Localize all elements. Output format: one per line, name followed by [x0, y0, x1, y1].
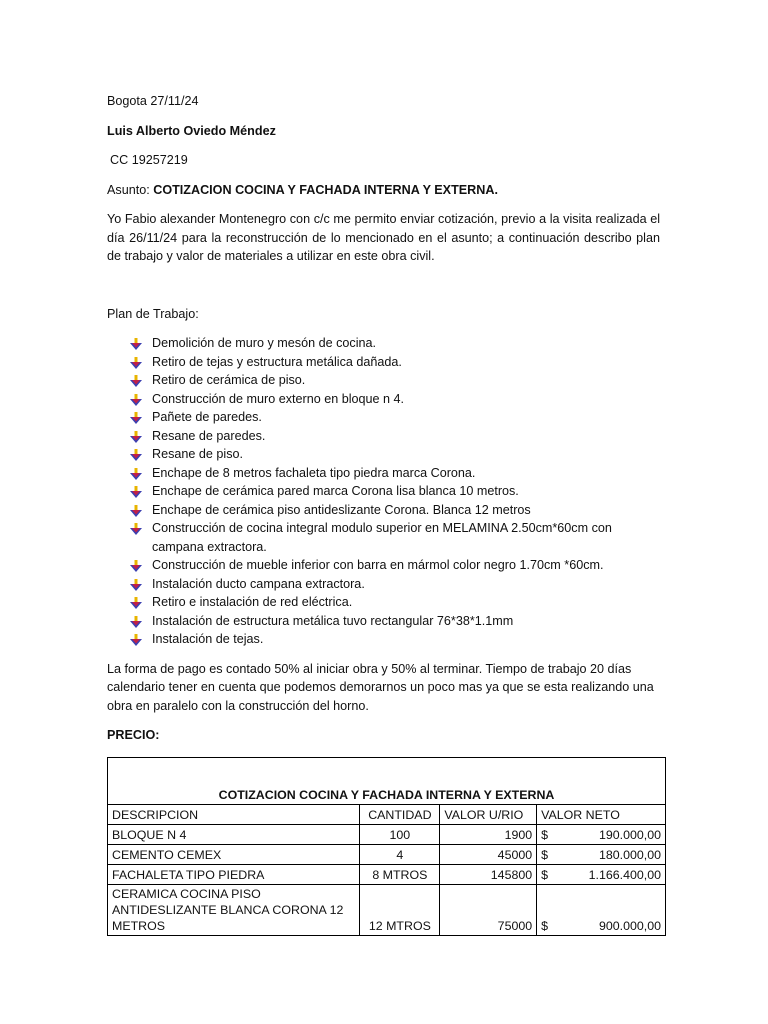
plan-item-text: Resane de piso. [152, 447, 244, 461]
plan-item [107, 593, 660, 612]
cell-net-value [537, 825, 666, 845]
plan-item-text: Instalación de estructura metálica tuvo rectangular 76*38*1.1mm [152, 613, 514, 628]
price-heading: PRECIO: [107, 728, 160, 742]
arrow-down-bullet-icon [130, 468, 142, 480]
plan-item [107, 390, 660, 409]
net-amount: 180.000,00 [598, 847, 661, 862]
plan-item-text: Construcción de cocina integral modulo superior en MELAMINA 2.50cm*60cm con campana extractora. [152, 521, 612, 554]
table-row [108, 885, 666, 936]
arrow-down-bullet-icon [130, 394, 142, 406]
cell-unit-value: 1900 [440, 825, 537, 845]
arrow-down-bullet-icon [130, 486, 142, 498]
plan-item [107, 519, 660, 556]
plan-item-text: Construcción de mueble inferior con barra en mármol color negro 1.70cm *60cm. [152, 558, 604, 572]
work-plan-list [107, 334, 660, 649]
plan-item [107, 556, 660, 575]
arrow-down-bullet-icon [130, 634, 142, 646]
arrow-down-bullet-icon [130, 616, 142, 628]
plan-item-text: Retiro de cerámica de piso. [152, 373, 306, 387]
plan-item [107, 575, 660, 594]
plan-item-text: Pañete de paredes. [152, 410, 262, 424]
plan-item [107, 482, 660, 501]
payment-terms: La forma de pago es contado 50% al iniciar obra y 50% al terminar. Tiempo de trabajo 20 días calendario tener en cuenta que podemos demorarnos un poco mas ya que se esta realizando una obra en paralelo con la construcción del horno. [107, 661, 654, 713]
header-description: DESCRIPCION [108, 805, 360, 825]
net-amount: 900.000,00 [598, 919, 661, 933]
plan-item [107, 334, 660, 353]
recipient-id: CC 19257219 [110, 153, 188, 167]
cell-net-value [537, 865, 666, 885]
plan-item [107, 408, 660, 427]
plan-item-text: Enchape de 8 metros fachaleta tipo piedra marca Corona. [152, 465, 476, 480]
subject-line [107, 181, 660, 200]
cell-description: BLOQUE N 4 [108, 825, 360, 845]
plan-item-text: Construcción de muro externo en bloque n 4. [152, 391, 405, 406]
arrow-down-bullet-icon [130, 431, 142, 443]
cell-description: CERAMICA COCINA PISO ANTIDESLIZANTE BLANCA CORONA 12 METROS [108, 885, 360, 936]
plan-item-text: Enchape de cerámica piso antideslizante Corona. Blanca 12 metros [152, 502, 531, 517]
cell-quantity: 100 [360, 825, 440, 845]
arrow-down-bullet-icon [130, 505, 142, 517]
arrow-down-bullet-icon [130, 375, 142, 387]
arrow-down-bullet-icon [130, 449, 142, 461]
currency-symbol: $ [541, 919, 549, 933]
arrow-down-bullet-icon [130, 357, 142, 369]
table-row [108, 865, 666, 885]
header-quantity: CANTIDAD [360, 805, 440, 825]
net-amount: 1.166.400,00 [588, 867, 661, 882]
plan-item [107, 630, 660, 649]
currency-symbol: $ [541, 827, 549, 842]
plan-item [107, 501, 660, 520]
net-amount: 190.000,00 [598, 827, 661, 842]
cell-quantity: 4 [360, 845, 440, 865]
subject-text: COTIZACION COCINA Y FACHADA INTERNA Y EXTERNA. [153, 182, 498, 197]
cell-description: CEMENTO CEMEX [108, 845, 360, 865]
plan-item [107, 371, 660, 390]
cell-quantity: 12 MTROS [360, 885, 440, 936]
plan-item-text: Demolición de muro y mesón de cocina. [152, 336, 376, 350]
arrow-down-bullet-icon [130, 579, 142, 591]
plan-item-text: Resane de paredes. [152, 428, 266, 443]
plan-item-text: Instalación ducto campana extractora. [152, 576, 365, 591]
subject-prefix: Asunto: [107, 182, 154, 197]
plan-item-text: Retiro de tejas y estructura metálica dañada. [152, 354, 402, 369]
cell-quantity: 8 MTROS [360, 865, 440, 885]
cell-unit-value: 75000 [440, 885, 537, 936]
header-unit-value: VALOR U/RIO [440, 805, 537, 825]
arrow-down-bullet-icon [130, 338, 142, 350]
arrow-down-bullet-icon [130, 523, 142, 535]
cell-net-value [537, 845, 666, 865]
arrow-down-bullet-icon [130, 412, 142, 424]
table-header-row [108, 805, 666, 825]
cell-description: FACHALETA TIPO PIEDRA [108, 865, 360, 885]
arrow-down-bullet-icon [130, 597, 142, 609]
quote-table [107, 757, 666, 936]
plan-item [107, 612, 660, 631]
currency-symbol: $ [541, 847, 549, 862]
table-row [108, 845, 666, 865]
cell-unit-value: 45000 [440, 845, 537, 865]
cell-unit-value: 145800 [440, 865, 537, 885]
recipient-name: Luis Alberto Oviedo Méndez [107, 123, 276, 138]
currency-symbol: $ [541, 867, 549, 882]
table-title: COTIZACION COCINA Y FACHADA INTERNA Y EXTERNA [108, 758, 666, 805]
arrow-down-bullet-icon [130, 560, 142, 572]
plan-item-text: Instalación de tejas. [152, 632, 264, 646]
letter-body [107, 92, 660, 757]
plan-item [107, 353, 660, 372]
plan-item-text: Enchape de cerámica pared marca Corona lisa blanca 10 metros. [152, 484, 519, 498]
table-row [108, 825, 666, 845]
table-title-row [108, 758, 666, 805]
plan-item [107, 464, 660, 483]
plan-item [107, 445, 660, 464]
cell-net-value [537, 885, 666, 936]
plan-item [107, 427, 660, 446]
intro-paragraph: Yo Fabio alexander Montenegro con c/c me permito enviar cotización, previo a la visita realizada el día 26/11/24 para la reconstrucción de lo mencionado en el asunto; a continuación describo plan de trabajo y valor de materiales a utilizar en este obra civil. [107, 212, 660, 263]
plan-title: Plan de Trabajo: [107, 306, 199, 321]
letter-date: Bogota 27/11/24 [107, 94, 199, 108]
plan-item-text: Retiro e instalación de red eléctrica. [152, 595, 353, 609]
header-net-value: VALOR NETO [537, 805, 666, 825]
